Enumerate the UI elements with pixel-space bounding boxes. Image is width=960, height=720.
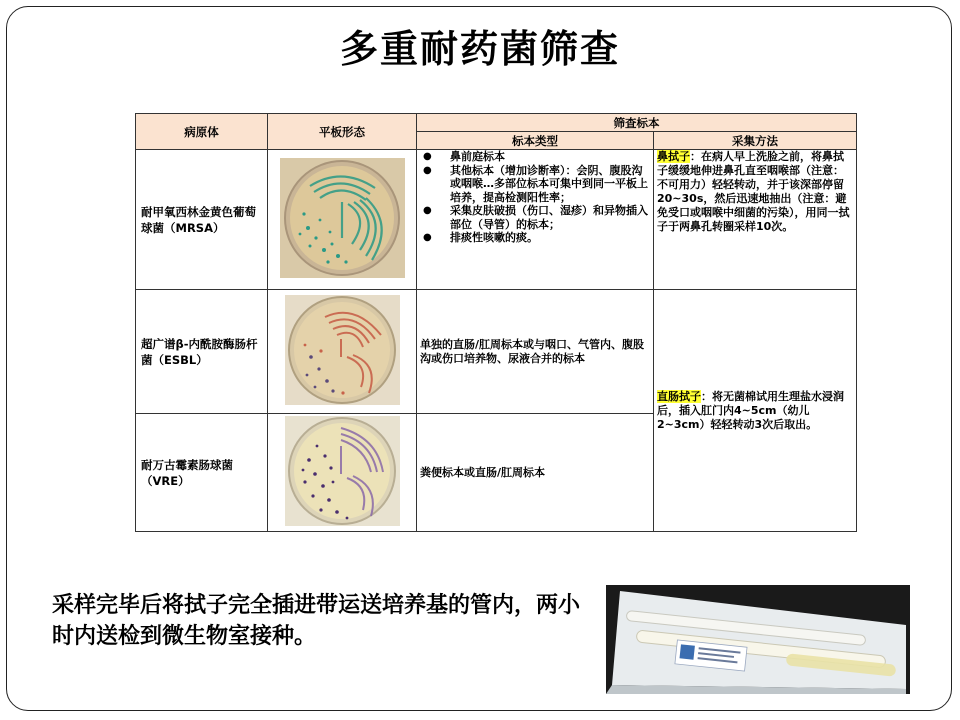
header-specimen-type: 标本类型: [417, 132, 654, 150]
specimen-item: ● 采集皮肤破损（伤口、湿疹）和异物插入部位（导管）的标本；: [420, 204, 650, 231]
specimen-item: ● 排痰性咳嗽的痰。: [420, 231, 650, 245]
page-title: 多重耐药菌筛查: [339, 27, 620, 71]
specimen-item: ● 其他标本（增加诊断率）：会阴、腹股沟或咽喉…多部位标本可集中到同一平板上培养，提高检测阳性率；: [420, 164, 650, 205]
pathogen-mrsa: 耐甲氧西林金黄色葡萄球菌（MRSA）: [136, 150, 268, 290]
method-text-rectal: ：将无菌棉试用生理盐水浸润后，插入肛门内4~5cm（幼儿2~3cm）轻轻转动3次后取出。: [657, 389, 844, 431]
header-plate: 平板形态: [268, 114, 417, 150]
specimen-type-vre: 粪便标本或直肠/肛周标本: [417, 414, 654, 532]
header-specimen: 筛查标本: [417, 114, 857, 132]
plate-cell-vre: [268, 414, 417, 532]
screening-table: [135, 113, 857, 532]
method-label-rectal: 直肠拭子: [657, 389, 701, 403]
header-method: 采集方法: [654, 132, 857, 150]
pathogen-vre: 耐万古霉素肠球菌（VRE）: [136, 414, 268, 532]
header-pathogen: 病原体: [136, 114, 268, 150]
plate-cell-mrsa: [268, 150, 417, 290]
swab-transport-tube-icon: [606, 585, 910, 694]
specimen-type-mrsa: [417, 150, 654, 290]
specimen-type-esbl: 单独的直肠/肛周标本或与咽口、气管内、腹股沟或伤口培养物、尿液合并的标本: [417, 290, 654, 414]
pathogen-esbl: 超广谱β-内酰胺酶肠杆菌（ESBL）: [136, 290, 268, 414]
method-nasal-swab: [654, 150, 857, 290]
method-rectal-swab: [654, 290, 857, 532]
bottom-note: 采样完毕后将拭子完全插进带运送培养基的管内，两小时内送检到微生物室接种。: [52, 593, 581, 649]
agar-plate-red-icon: [285, 295, 400, 405]
plate-cell-esbl: [268, 290, 417, 414]
agar-plate-green-icon: [280, 158, 405, 278]
agar-plate-purple-icon: [285, 416, 400, 526]
method-text-nasal: ：在病人早上洗脸之前，将鼻拭子缓缓地伸进鼻孔直至咽喉部（注意：不可用力）轻轻转动，并于该深部停留20~30s，然后迅速地抽出（注意：避免受口或咽喉中细菌的污染），用同一拭子于两鼻孔转圈采样10次。: [657, 150, 850, 233]
method-label-nasal: 鼻拭子: [657, 150, 690, 163]
specimen-item: ● 鼻前庭标本: [420, 150, 650, 164]
